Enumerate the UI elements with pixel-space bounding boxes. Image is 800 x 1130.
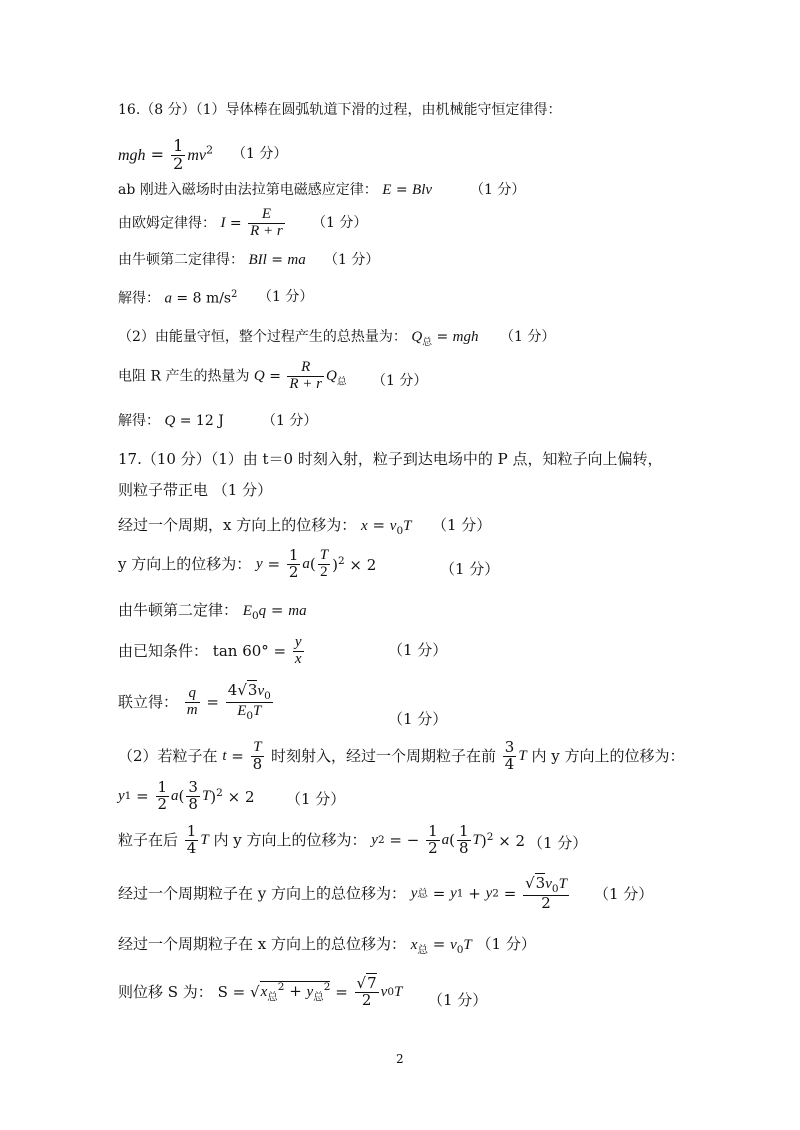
score-15: （1 分） bbox=[388, 710, 448, 728]
page-number: 2 bbox=[396, 1052, 404, 1066]
x-displacement-text: 经过一个周期，x 方向上的位移为： bbox=[118, 516, 357, 534]
faraday-line: ab 刚进入磁场时由法拉第电磁感应定律： E = Blv bbox=[118, 182, 433, 198]
tan-line: 由已知条件： tan 60° = $\frac{y}{x}$ bbox=[118, 634, 302, 667]
score-5: （1 分） bbox=[324, 252, 380, 268]
x-total-text: 经过一个周期粒子在 x 方向上的总位移为： bbox=[118, 935, 406, 953]
y1-line: y1 = $\frac{1}{2}$ a( $\frac{3}{8}$ T)$^2$ × 2 bbox=[118, 778, 255, 813]
solve-text: 解得： bbox=[118, 290, 160, 307]
score-21: （1 分） bbox=[428, 991, 488, 1009]
y-total-line: 经过一个周期粒子在 y 方向上的总位移为： y总 = y1 + y2 = $\frac{√3v_0T}{2}$ bbox=[118, 874, 567, 913]
resistor-heat-text: 电阻 R 产生的热量为 bbox=[118, 368, 250, 385]
score-6: （1 分） bbox=[258, 289, 314, 305]
q17-charge: 则粒子带正电 （1 分） bbox=[118, 481, 273, 499]
ohm-text: 由欧姆定律得： bbox=[118, 215, 216, 232]
y2-text-b: 内 y 方向上的位移为： bbox=[213, 830, 367, 849]
solve-a-line: 解得： a = 8 $m/s^2$ bbox=[118, 289, 238, 307]
score-17: （1 分） bbox=[286, 790, 346, 808]
part2-intro-line: （2）若粒子在 t = $\frac{T}{8}$ 时刻射入，经过一个周期粒子在前 $\frac{3}{4}$ T 内 y 方向上的位移为： bbox=[118, 738, 685, 773]
q16-heading: 16.（8 分）（1）导体棒在圆弧轨道下滑的过程，由机械能守恒定律得： bbox=[118, 102, 562, 118]
newton-text: 由牛顿第二定律得： bbox=[118, 252, 244, 268]
score-19: （1 分） bbox=[594, 885, 654, 903]
q17-heading: 17.（10 分）（1）由 t＝0 时刻入射，粒子到达电场中的 P 点，知粒子向上偏转， bbox=[118, 450, 663, 468]
score-3: （1 分） bbox=[470, 182, 526, 198]
score-18: （1 分） bbox=[528, 834, 588, 852]
total-heat-line: （2）由能量守恒，整个过程产生的总热量为： $Q_总$ = mgh bbox=[118, 329, 479, 348]
score-11: （1 分） bbox=[432, 516, 492, 534]
part2-intro-a: （2）若粒子在 bbox=[118, 746, 218, 765]
x-displacement-line: 经过一个周期，x 方向上的位移为： $x = v_0T$ bbox=[118, 516, 412, 537]
qm-text: 联立得： bbox=[118, 693, 179, 712]
s-displacement-line: 则位移 S 为： $S = √x_总^2 + y_总^2$ = $\frac{√7}{2}$ v0T bbox=[118, 974, 403, 1009]
score-4: （1 分） bbox=[312, 215, 368, 231]
tan-text: 由已知条件： bbox=[118, 641, 209, 660]
score-14: （1 分） bbox=[388, 641, 448, 659]
newton-e-text: 由牛顿第二定律： bbox=[118, 601, 239, 619]
y-displacement-text: y 方向上的位移为： bbox=[118, 554, 252, 573]
faraday-text: ab 刚进入磁场时由法拉第电磁感应定律： bbox=[118, 182, 378, 198]
qm-line: 联立得： $\frac{q}{m}$ = $\frac{4√3v_0}{E_0T}$ bbox=[118, 681, 271, 723]
newton-e-line: 由牛顿第二定律： $E_0q$ = ma bbox=[118, 601, 307, 622]
score-9: （1 分） bbox=[262, 413, 318, 429]
newton-line: 由牛顿第二定律得： BIl = ma bbox=[118, 252, 306, 268]
s-displacement-text: 则位移 S 为： bbox=[118, 982, 213, 1001]
ohm-line: 由欧姆定律得： I = $\frac{E}{R + r}$ bbox=[118, 206, 283, 239]
solve-q-line: 解得： Q = 12 J bbox=[118, 413, 224, 429]
score-1: （1 分） bbox=[232, 146, 288, 162]
eq-energy-conservation: mgh = $\frac{1}{2}$ $mv^2$ bbox=[118, 136, 214, 173]
score-8: （1 分） bbox=[372, 373, 428, 389]
y2-line: 粒子在后 $\frac{1}{4}$ T 内 y 方向上的位移为： y2 = − $\frac{1}{2}$ a( $\frac{1}{8}$ T)$^2$ × 2 bbox=[118, 822, 526, 857]
y-displacement-line: y 方向上的位移为： y = $\frac{1}{2}$ a( $\frac{T}{2}$ )$^2$ × 2 bbox=[118, 546, 377, 581]
solve-q-text: 解得： bbox=[118, 413, 160, 429]
score-20: （1 分） bbox=[476, 935, 536, 953]
score-12: （1 分） bbox=[440, 560, 500, 578]
total-heat-text: （2）由能量守恒，整个过程产生的总热量为： bbox=[118, 329, 407, 345]
x-total-line: 经过一个周期粒子在 x 方向上的总位移为： $x_总 = v_0T$ （1 分） bbox=[118, 935, 536, 956]
part2-intro-c: 内 y 方向上的位移为： bbox=[531, 746, 685, 765]
y-total-text: 经过一个周期粒子在 y 方向上的总位移为： bbox=[118, 884, 407, 903]
resistor-heat-line: 电阻 R 产生的热量为 Q = $\frac{R}{R + r}$ $Q_总$ bbox=[118, 359, 347, 392]
score-7: （1 分） bbox=[500, 329, 556, 345]
part2-intro-b: 时刻射入，经过一个周期粒子在前 bbox=[270, 746, 496, 765]
y2-text-a: 粒子在后 bbox=[118, 830, 179, 849]
